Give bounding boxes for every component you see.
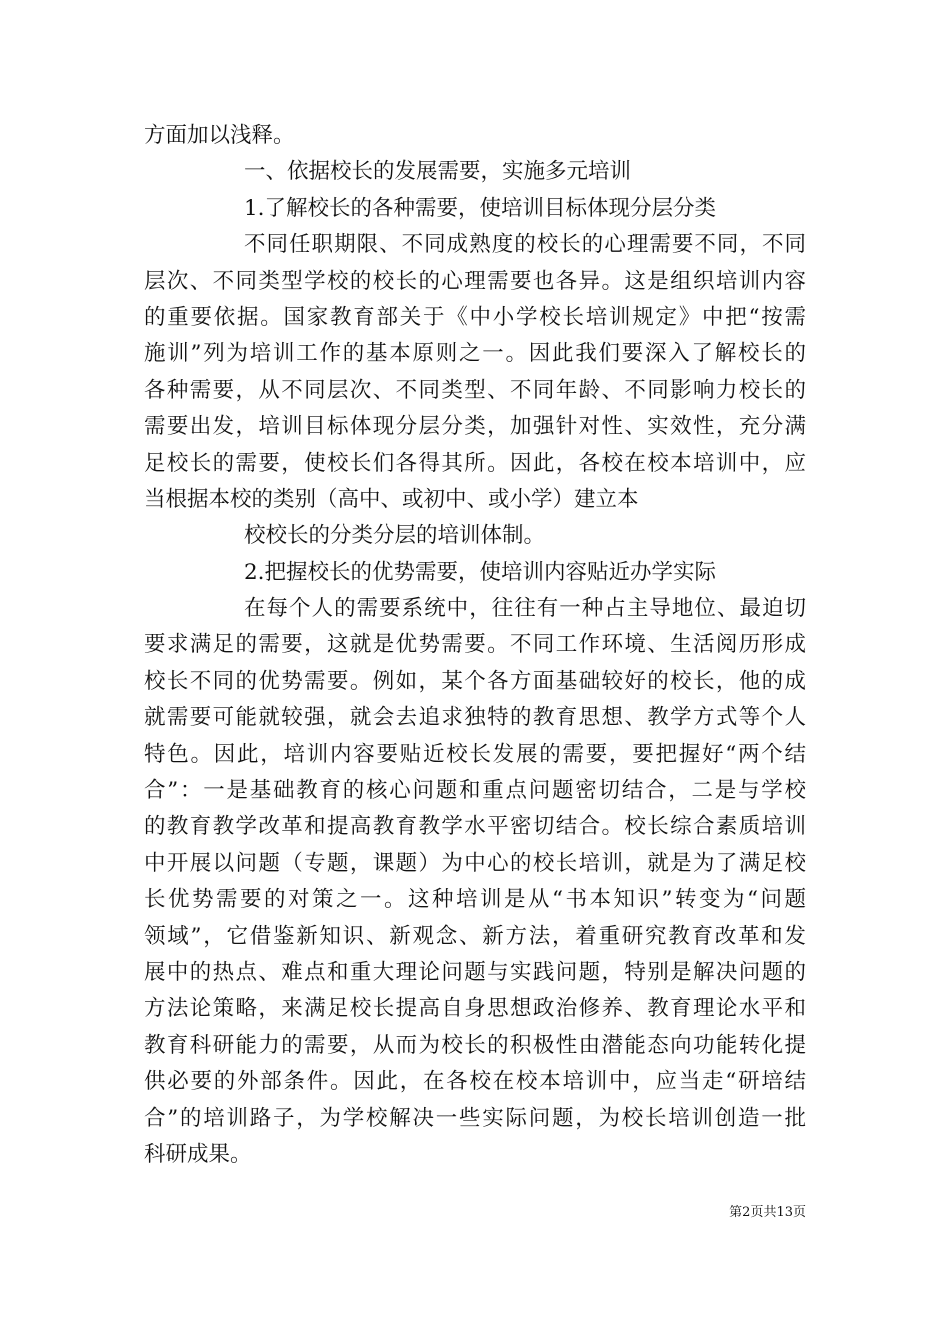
text-line: 施训”列为培训工作的基本原则之一。因此我们要深入了解校长的 — [144, 341, 806, 367]
text-line: 方面加以浅释。 — [144, 123, 295, 148]
text-line: 特色。因此，培训内容要贴近校长发展的需要，要把握好“两个结 — [144, 741, 806, 767]
text-line: 层次、不同类型学校的校长的心理需要也各异。这是组织培训内容 — [144, 268, 806, 294]
text-line: 方法论策略，来满足校长提高自身思想政治修养、教育理论水平和 — [144, 996, 806, 1022]
section-heading: 一、依据校长的发展需要，实施多元培训 — [244, 159, 632, 185]
text-line: 校校长的分类分层的培训体制。 — [244, 523, 546, 549]
text-line: 当根据本校的类别（高中、或初中、或小学）建立本 — [144, 486, 639, 512]
text-line: 在每个人的需要系统中，往往有一种占主导地位、最迫切 — [244, 596, 806, 622]
text-line: 需要出发，培训目标体现分层分类，加强针对性、实效性，充分满 — [144, 414, 806, 440]
text-line: 的教育教学改革和提高教育教学水平密切结合。校长综合素质培训 — [144, 814, 806, 840]
text-line: 供必要的外部条件。因此，在各校在校本培训中，应当走“研培结 — [144, 1069, 806, 1095]
text-line: 合”：一是基础教育的核心问题和重点问题密切结合，二是与学校 — [144, 778, 806, 804]
text-line: 不同任职期限、不同成熟度的校长的心理需要不同，不同 — [244, 232, 806, 258]
text-line: 足校长的需要，使校长们各得其所。因此，各校在校本培训中，应 — [144, 450, 806, 476]
text-line: 就需要可能就较强，就会去追求独特的教育思想、教学方式等个人 — [144, 705, 806, 731]
text-line: 合”的培训路子，为学校解决一些实际问题，为校长培训创造一批 — [144, 1105, 806, 1131]
text-line: 长优势需要的对策之一。这种培训是从“书本知识”转变为“问题 — [144, 887, 806, 913]
text-line: 要求满足的需要，这就是优势需要。不同工作环境、生活阅历形成 — [144, 632, 806, 658]
subsection-heading: 1.了解校长的各种需要，使培训目标体现分层分类 — [244, 195, 717, 221]
document-body — [144, 118, 806, 1173]
subsection-heading: 2.把握校长的优势需要，使培训内容贴近办学实际 — [244, 559, 717, 585]
text-line: 科研成果。 — [144, 1141, 252, 1167]
page-number: 第2页共13页 — [729, 1205, 806, 1220]
text-line: 中开展以问题（专题，课题）为中心的校长培训，就是为了满足校 — [144, 850, 806, 876]
text-line: 领域”，它借鉴新知识、新观念、新方法，着重研究教育改革和发 — [144, 923, 806, 949]
text-line: 教育科研能力的需要，从而为校长的积极性由潜能态向功能转化提 — [144, 1032, 806, 1058]
text-line: 校长不同的优势需要。例如，某个各方面基础较好的校长，他的成 — [144, 668, 806, 694]
text-line: 各种需要，从不同层次、不同类型、不同年龄、不同影响力校长的 — [144, 377, 806, 403]
text-line: 展中的热点、难点和重大理论问题与实践问题，特别是解决问题的 — [144, 959, 806, 985]
text-line: 的重要依据。国家教育部关于《中小学校长培训规定》中把“按需 — [144, 304, 806, 330]
